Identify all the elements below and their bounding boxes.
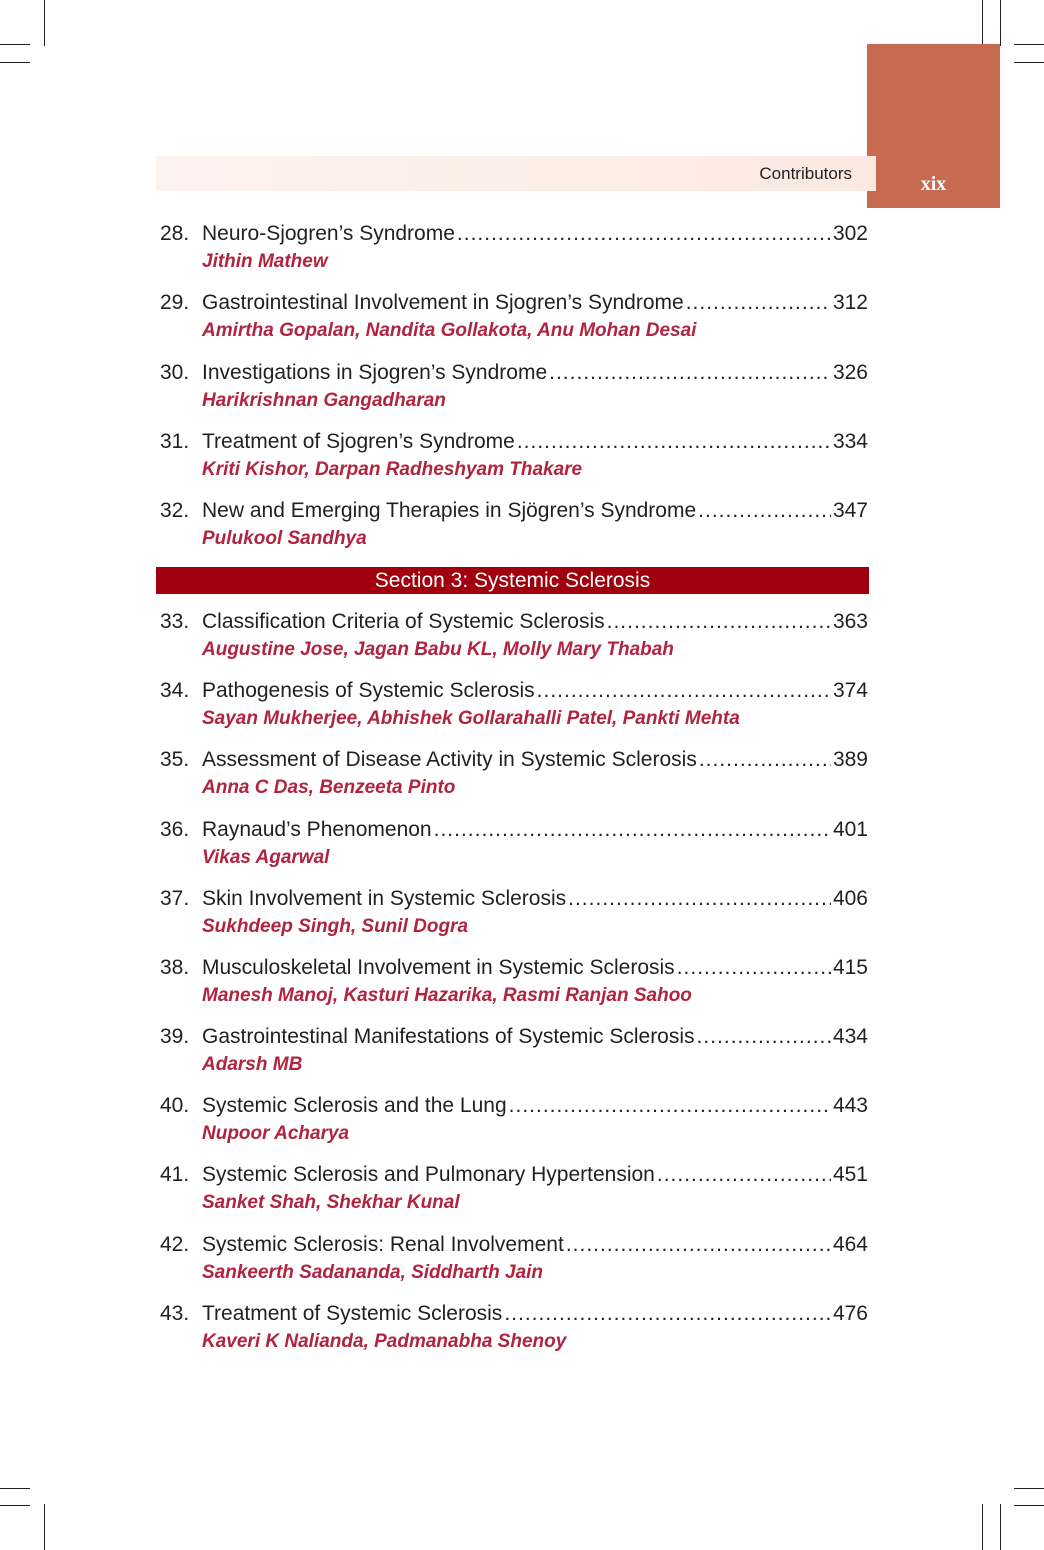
chapter-number: 34. [160, 679, 190, 702]
dot-leader [697, 1023, 831, 1051]
crop-mark [982, 1504, 983, 1550]
chapter-authors: Harikrishnan Gangadharan [202, 390, 446, 411]
chapter-page: 476 [832, 1302, 868, 1325]
dot-leader [517, 428, 831, 456]
chapter-page: 334 [832, 430, 868, 453]
dot-leader [568, 885, 831, 913]
chapter-number: 43. [160, 1302, 190, 1325]
chapter-title: Neuro-Sjogren’s Syndrome [202, 222, 455, 245]
chapter-title: Assessment of Disease Activity in Systemic Sclerosis [202, 748, 697, 771]
chapter-number: 39. [160, 1025, 190, 1048]
chapter-authors: Jithin Mathew [202, 251, 328, 272]
chapter-title: Gastrointestinal Involvement in Sjogren’s Syndrome [202, 291, 684, 314]
toc-list-bottom [160, 608, 868, 1369]
dot-leader [504, 1300, 831, 1328]
chapter-title: Classification Criteria of Systemic Sclerosis [202, 610, 605, 633]
chapter-authors: Anna C Das, Benzeeta Pinto [202, 777, 456, 798]
crop-mark [0, 1488, 30, 1489]
chapter-number: 37. [160, 887, 190, 910]
toc-entry[interactable] [160, 1231, 868, 1300]
crop-mark [0, 62, 30, 63]
page-number-tab [867, 44, 1000, 208]
chapter-title: Treatment of Systemic Sclerosis [202, 1302, 503, 1325]
crop-mark [1014, 44, 1044, 45]
section-heading: Section 3: Systemic Sclerosis [156, 567, 869, 594]
dot-leader [457, 220, 831, 248]
chapter-page: 443 [832, 1094, 868, 1117]
chapter-number: 38. [160, 956, 190, 979]
toc-entry[interactable] [160, 746, 868, 816]
chapter-authors: Sayan Mukherjee, Abhishek Gollarahalli Patel, Pankti Mehta [202, 708, 740, 729]
chapter-authors: Sanket Shah, Shekhar Kunal [202, 1192, 460, 1213]
chapter-title: Raynaud’s Phenomenon [202, 818, 432, 841]
dot-leader [677, 954, 831, 982]
chapter-number: 30. [160, 361, 190, 384]
chapter-number: 40. [160, 1094, 190, 1117]
dot-leader [657, 1161, 831, 1189]
chapter-page: 326 [832, 361, 868, 384]
chapter-page: 415 [832, 956, 868, 979]
chapter-number: 36. [160, 818, 190, 841]
chapter-authors: Nupoor Acharya [202, 1123, 350, 1144]
running-header [156, 156, 876, 191]
dot-leader [686, 289, 831, 317]
dot-leader [607, 608, 831, 636]
crop-mark [1014, 62, 1044, 63]
chapter-page: 451 [832, 1163, 868, 1186]
dot-leader [566, 1231, 831, 1259]
dot-leader [549, 359, 831, 387]
chapter-authors: Pulukool Sandhya [202, 528, 367, 549]
crop-mark [0, 1505, 30, 1506]
crop-mark [44, 0, 45, 46]
chapter-title: Investigations in Sjogren’s Syndrome [202, 361, 548, 384]
toc-entry[interactable] [160, 954, 868, 1023]
chapter-number: 31. [160, 430, 190, 453]
chapter-authors: Kriti Kishor, Darpan Radheshyam Thakare [202, 459, 583, 480]
toc-entry[interactable] [160, 1023, 868, 1092]
chapter-page: 374 [832, 679, 868, 702]
toc-entry[interactable] [160, 1161, 868, 1231]
chapter-number: 42. [160, 1233, 190, 1256]
page-number: xix [920, 173, 947, 195]
toc-entry[interactable] [160, 359, 868, 428]
crop-mark [1000, 0, 1001, 46]
crop-mark [982, 0, 983, 46]
chapter-authors: Sukhdeep Singh, Sunil Dogra [202, 916, 469, 937]
chapter-title: Systemic Sclerosis and Pulmonary Hypertension [202, 1163, 655, 1186]
chapter-authors: Sankeerth Sadananda, Siddharth Jain [202, 1262, 544, 1283]
chapter-page: 389 [832, 748, 868, 771]
toc-entry[interactable] [160, 1300, 868, 1369]
chapter-title: Treatment of Sjogren’s Syndrome [202, 430, 515, 453]
chapter-authors: Kaveri K Nalianda, Padmanabha Shenoy [202, 1331, 567, 1352]
chapter-number: 35. [160, 748, 190, 771]
chapter-page: 302 [832, 222, 868, 245]
chapter-page: 434 [832, 1025, 868, 1048]
chapter-authors: Manesh Manoj, Kasturi Hazarika, Rasmi Ranjan Sahoo [202, 985, 692, 1006]
chapter-page: 401 [832, 818, 868, 841]
toc-entry[interactable] [160, 677, 868, 746]
chapter-title: Musculoskeletal Involvement in Systemic Sclerosis [202, 956, 675, 979]
toc-entry[interactable] [160, 497, 868, 566]
toc-entry[interactable] [160, 289, 868, 359]
chapter-number: 32. [160, 499, 190, 522]
dot-leader [537, 677, 831, 705]
toc-entry[interactable] [160, 816, 868, 885]
chapter-title: New and Emerging Therapies in Sjögren’s Syndrome [202, 499, 697, 522]
toc-entry[interactable] [160, 220, 868, 289]
chapter-page: 347 [832, 499, 868, 522]
toc-entry[interactable] [160, 608, 868, 677]
toc-entry[interactable] [160, 1092, 868, 1161]
dot-leader [698, 497, 831, 525]
toc-entry[interactable] [160, 428, 868, 497]
dot-leader [699, 746, 831, 774]
running-header-label: Contributors [759, 164, 852, 183]
crop-mark [1014, 1488, 1044, 1489]
dot-leader [509, 1092, 831, 1120]
chapter-number: 28. [160, 222, 190, 245]
chapter-authors: Augustine Jose, Jagan Babu KL, Molly Mary Thabah [202, 639, 674, 660]
toc-list-top [160, 220, 868, 566]
chapter-number: 33. [160, 610, 190, 633]
crop-mark [44, 1504, 45, 1550]
chapter-number: 29. [160, 291, 190, 314]
dot-leader [434, 816, 831, 844]
toc-entry[interactable] [160, 885, 868, 954]
chapter-title: Gastrointestinal Manifestations of Systemic Sclerosis [202, 1025, 695, 1048]
chapter-number: 41. [160, 1163, 190, 1186]
chapter-title: Skin Involvement in Systemic Sclerosis [202, 887, 567, 910]
chapter-authors: Vikas Agarwal [202, 847, 330, 868]
crop-mark [1000, 1504, 1001, 1550]
chapter-authors: Amirtha Gopalan, Nandita Gollakota, Anu Mohan Desai [202, 320, 697, 341]
chapter-authors: Adarsh MB [202, 1054, 303, 1075]
chapter-page: 464 [832, 1233, 868, 1256]
chapter-title: Systemic Sclerosis: Renal Involvement [202, 1233, 564, 1256]
chapter-page: 406 [832, 887, 868, 910]
crop-mark [1014, 1505, 1044, 1506]
chapter-page: 363 [832, 610, 868, 633]
chapter-title: Pathogenesis of Systemic Sclerosis [202, 679, 535, 702]
crop-mark [0, 44, 30, 45]
chapter-page: 312 [832, 291, 868, 314]
chapter-title: Systemic Sclerosis and the Lung [202, 1094, 507, 1117]
